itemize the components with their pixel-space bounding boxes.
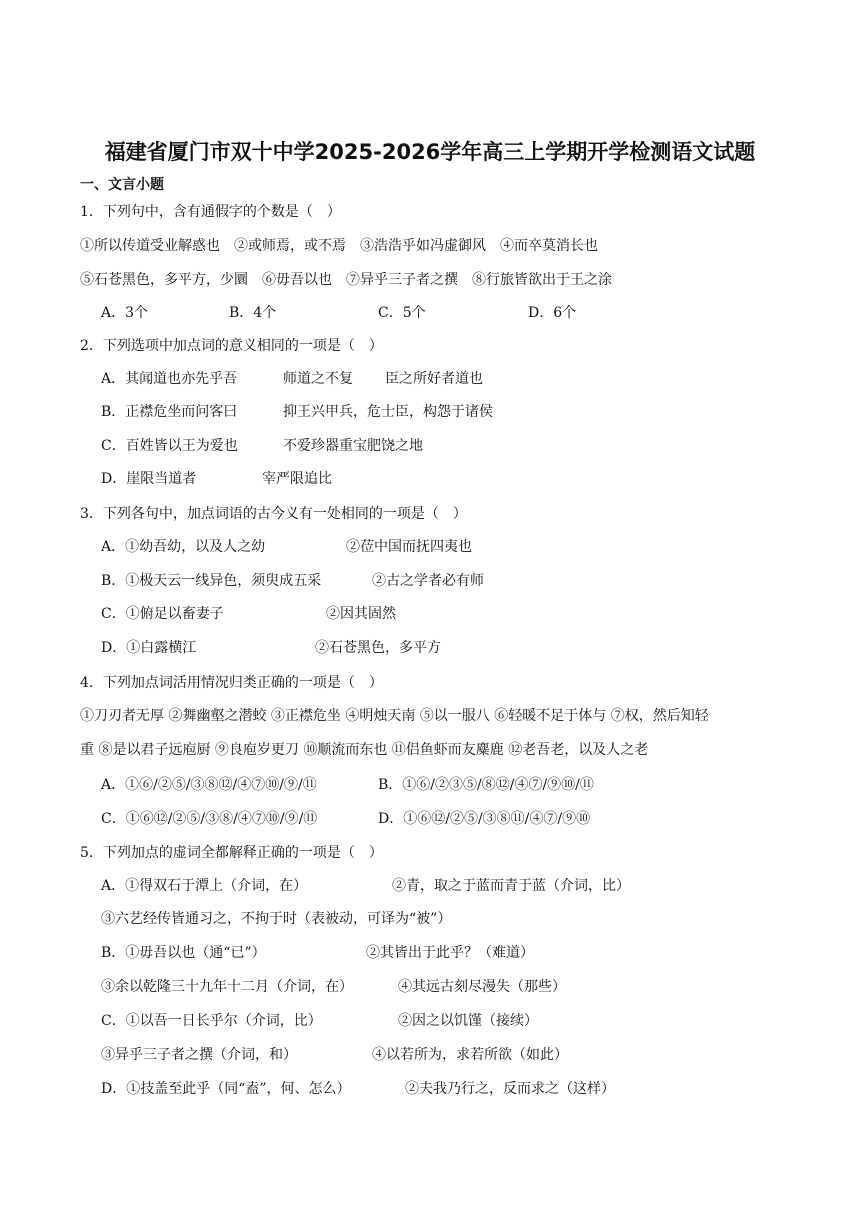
question-3-option-c-2: ②因其固然 — [326, 606, 396, 622]
question-5-option-a-3: ③六艺经传皆通习之，不拘于时（表被动，可译为“被”） — [101, 911, 452, 927]
question-3-option-a-2: ②莅中国而抚四夷也 — [346, 539, 472, 555]
question-4-option-d: D．①⑥⑫/②⑤/③⑧⑪/④⑦/⑨⑩ — [378, 811, 591, 827]
question-2-option-d-2: 宰严限追比 — [262, 471, 332, 487]
question-3-option-d-1: D．①白露横江 — [101, 640, 197, 656]
question-5-option-b-4: ④其远古刻尽漫失（那些） — [398, 979, 566, 995]
question-4-stem: 4．下列加点词活用情况归类正确的一项是（ ） — [80, 675, 383, 691]
question-2-option-b-1: B．正襟危坐而问客曰 — [101, 404, 238, 420]
question-2-option-c-2: 不爱珍器重宝肥饶之地 — [283, 438, 423, 454]
question-5-option-d-1: D．①技盖至此乎（同“盍”，何、怎么） — [101, 1081, 351, 1097]
question-1-option-b: B．4个 — [229, 305, 277, 321]
question-2-option-b-2: 抑王兴甲兵，危士臣，构怨于诸侯 — [283, 404, 493, 420]
question-5-option-d-2: ②夫我乃行之，反而求之（这样） — [405, 1081, 615, 1097]
question-3-option-a-1: A．①幼吾幼，以及人之幼 — [101, 539, 266, 555]
question-1-option-d: D．6个 — [528, 305, 577, 321]
question-4-option-c: C．①⑥⑫/②⑤/③⑧/④⑦⑩/⑨/⑪ — [101, 811, 318, 827]
question-2-stem: 2．下列选项中加点词的意义相同的一项是（ ） — [80, 338, 383, 354]
question-1-stem: 1．下列句中，含有通假字的个数是（ ） — [80, 204, 341, 220]
question-2-option-a-2: 师道之不复 — [283, 371, 353, 387]
question-5-option-b-1: B．①毋吾以也（通“已”） — [101, 945, 266, 961]
question-3-option-d-2: ②石苍黑色，多平方 — [315, 640, 441, 656]
question-1-option-a: A．3个 — [101, 305, 149, 321]
question-1-option-c: C．5个 — [378, 305, 426, 321]
question-5-option-a-1: A．①得双石于潭上（介词，在） — [101, 878, 308, 894]
question-5-option-c-4: ④以若所为，求若所欲（如此） — [372, 1047, 568, 1063]
question-4-option-b: B．①⑥/②③⑤/⑧⑫/④⑦/⑨⑩/⑪ — [378, 777, 594, 793]
question-3-option-b-2: ②古之学者必有师 — [372, 573, 484, 589]
question-2-option-d-1: D．崖限当道者 — [101, 471, 197, 487]
question-5-stem: 5．下列加点的虚词全都解释正确的一项是（ ） — [80, 845, 383, 861]
page-title: 福建省厦门市双十中学2025-2026学年高三上学期开学检测语文试题 — [104, 140, 756, 164]
question-2-option-a-1: A．其闻道也亦先乎吾 — [101, 371, 238, 387]
question-1-sentences-2: ⑤石苍黑色，多平方，少圜 ⑥毋吾以也 ⑦异乎三子者之撰 ⑧行旅皆欲出于王之涂 — [80, 272, 612, 288]
question-5-option-b-3: ③余以乾隆三十九年十二月（介词，在） — [101, 979, 353, 995]
question-3-option-c-1: C．①俯足以畜妻子 — [101, 606, 224, 622]
question-2-option-a-3: 臣之所好者道也 — [385, 371, 483, 387]
section-heading: 一、文言小题 — [80, 177, 164, 193]
question-4-words-1: ①刀刃者无厚 ②舞幽壑之潜蛟 ③正襟危坐 ④明烛天南 ⑤以一服八 ⑥轻暖不足于体与 ⑦权，然后知轻 — [80, 708, 709, 724]
question-5-option-a-2: ②青，取之于蓝而青于蓝（介词，比） — [392, 878, 630, 894]
question-2-option-c-1: C．百姓皆以王为爱也 — [101, 438, 238, 454]
question-1-sentences-1: ①所以传道受业解惑也 ②或师焉，或不焉 ③浩浩乎如冯虚御风 ④而卒莫消长也 — [80, 238, 598, 254]
question-5-option-c-3: ③异乎三子者之撰（介词，和） — [101, 1047, 297, 1063]
question-4-words-2: 重 ⑧是以君子远庖厨 ⑨良庖岁更刀 ⑩顺流而东也 ⑪侣鱼虾而友麋鹿 ⑫老吾老，以及人之老 — [80, 742, 649, 758]
question-3-option-b-1: B．①极天云一线异色，须臾成五采 — [101, 573, 322, 589]
question-4-option-a: A．①⑥/②⑤/③⑧⑫/④⑦⑩/⑨/⑪ — [101, 777, 317, 793]
question-3-stem: 3．下列各句中，加点词语的古今义有一处相同的一项是（ ） — [80, 506, 467, 522]
question-5-option-c-1: C．①以吾一日长乎尔（介词，比） — [101, 1013, 322, 1029]
question-5-option-b-2: ②其皆出于此乎？（难道） — [366, 945, 534, 961]
question-5-option-c-2: ②因之以饥馑（接续） — [398, 1013, 538, 1029]
